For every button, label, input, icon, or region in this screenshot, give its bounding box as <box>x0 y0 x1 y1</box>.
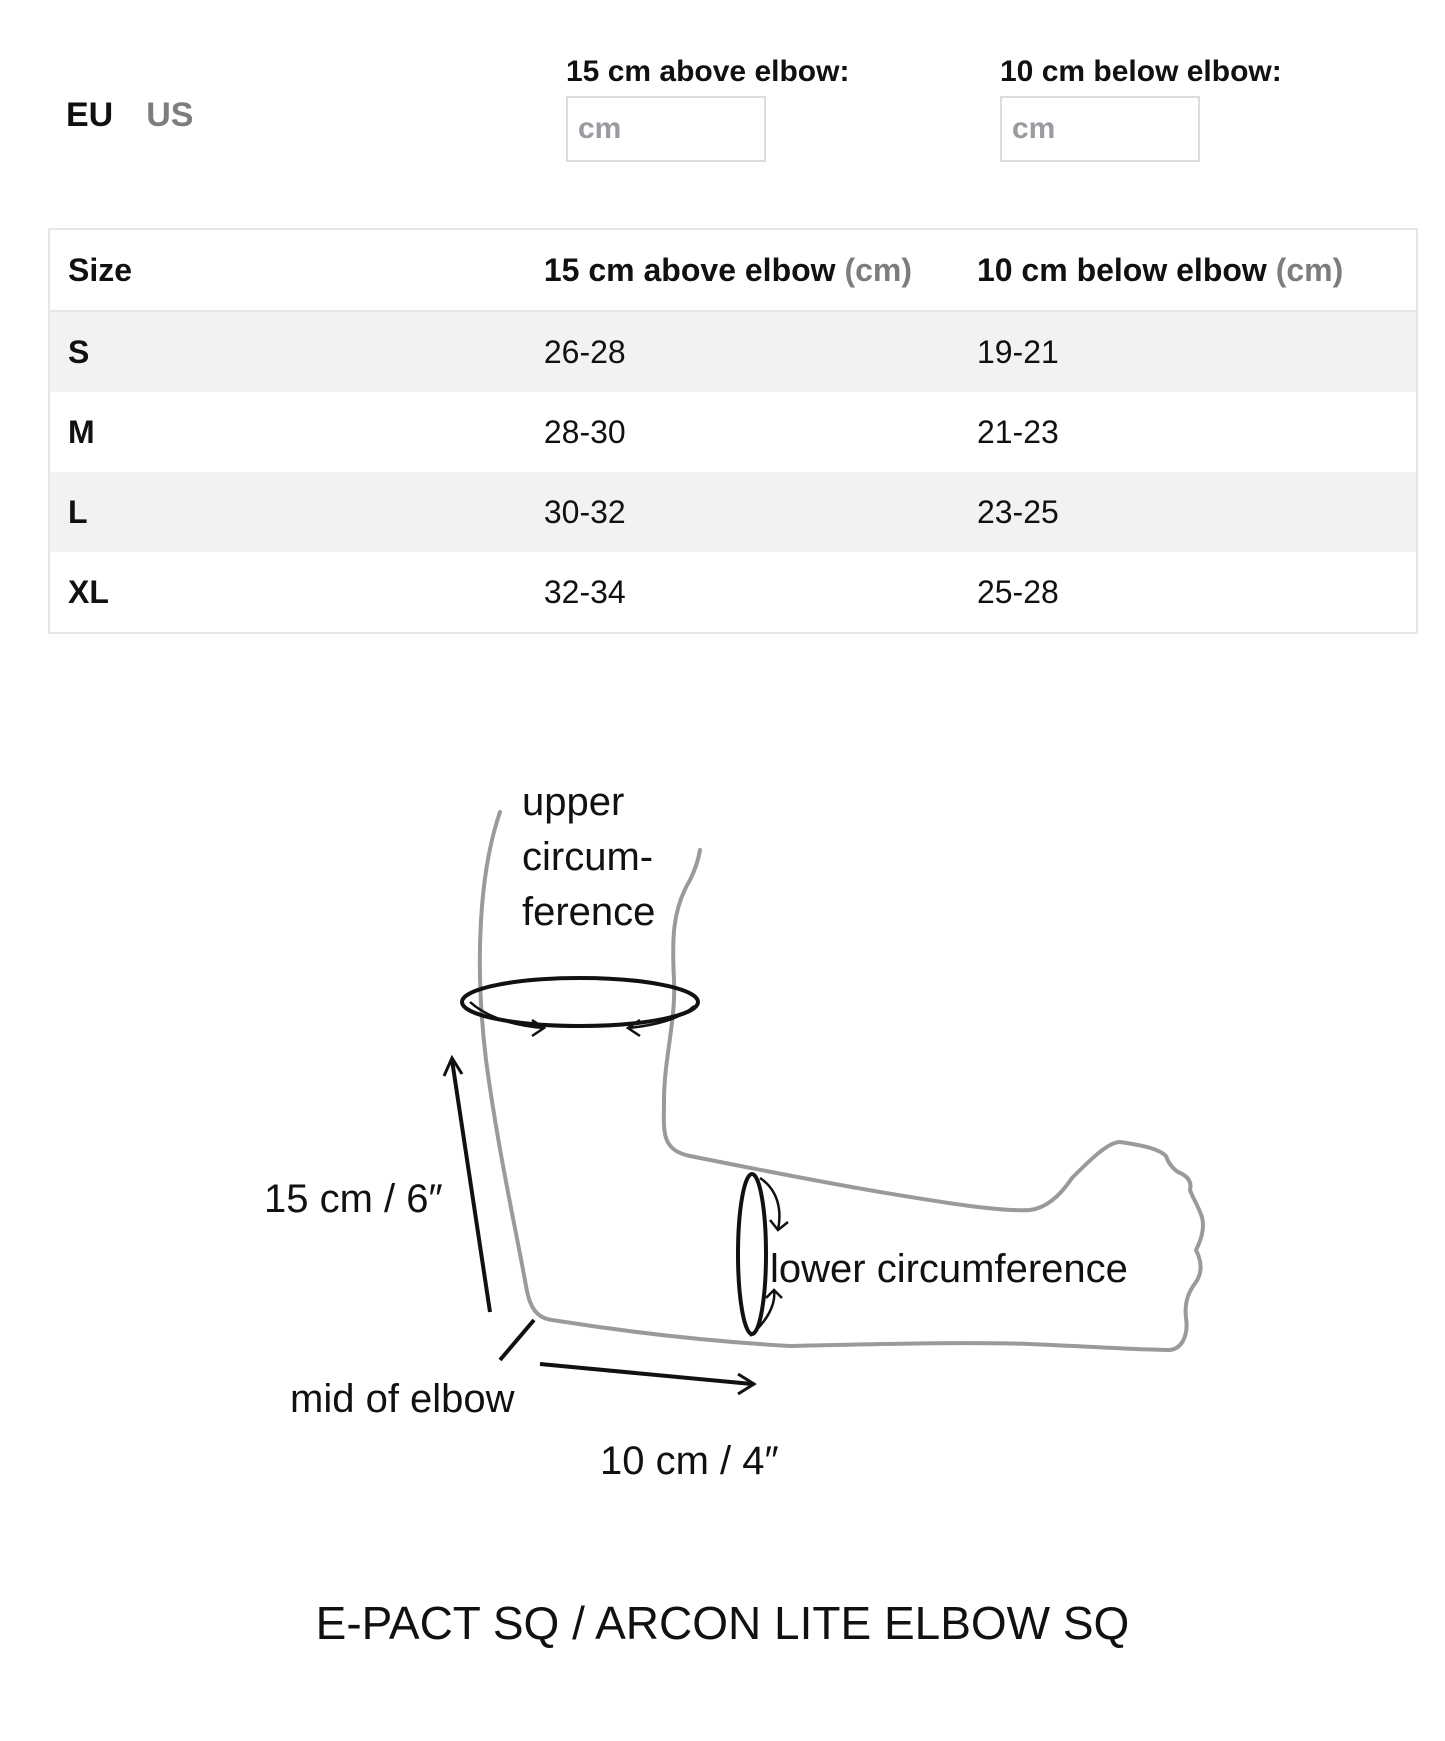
table-header-row <box>49 229 1417 311</box>
upper-label-line-1: upper <box>522 780 625 824</box>
above-distance-label: 15 cm / 6″ <box>264 1177 443 1221</box>
header-lower-unit: (cm) <box>1275 251 1344 288</box>
table-row <box>49 552 1417 633</box>
header-lower <box>977 229 1417 311</box>
header-size: Size <box>68 251 133 288</box>
row-lower: 25-28 <box>976 573 1059 610</box>
above-distance-arrow <box>452 1060 490 1312</box>
lower-measure-label: 10 cm below elbow: <box>1000 55 1282 88</box>
row-upper: 26-28 <box>543 333 626 370</box>
row-upper: 28-30 <box>543 413 626 450</box>
table-row <box>49 472 1417 552</box>
header-upper-text: 15 cm above elbow <box>543 251 836 288</box>
upper-label-line-2: circum- <box>522 835 654 879</box>
header-upper-unit: (cm) <box>844 251 912 288</box>
size-table <box>48 228 1418 634</box>
lower-circumference-ring <box>738 1174 766 1334</box>
header-lower-text: 10 cm below elbow <box>976 251 1267 288</box>
upper-measure-label: 15 cm above elbow: <box>566 55 850 88</box>
unit-toggle <box>66 96 193 135</box>
lower-measure-input[interactable] <box>1000 96 1200 162</box>
below-distance-label: 10 cm / 4″ <box>600 1439 779 1483</box>
row-size: S <box>68 333 90 370</box>
row-upper: 30-32 <box>543 493 626 530</box>
unit-eu-tab[interactable]: EU <box>66 96 114 134</box>
row-size: L <box>68 493 88 530</box>
table-row <box>49 392 1417 472</box>
row-upper: 32-34 <box>543 573 626 610</box>
row-lower: 19-21 <box>976 333 1059 370</box>
row-size: M <box>68 413 95 450</box>
row-size: XL <box>68 573 109 610</box>
mid-elbow-tick <box>500 1320 534 1360</box>
mid-elbow-label: mid of elbow <box>290 1377 515 1421</box>
product-title: E-PACT SQ / ARCON LITE ELBOW SQ <box>315 1597 1130 1649</box>
arm-measurement-diagram <box>0 760 1445 1560</box>
upper-label-line-3: ference <box>522 890 656 934</box>
upper-measure-input[interactable] <box>566 96 766 162</box>
lower-circumference-label: lower circumference <box>770 1247 1128 1291</box>
row-lower: 21-23 <box>976 413 1059 450</box>
header-upper <box>544 229 977 311</box>
unit-us-tab[interactable]: US <box>146 96 194 134</box>
below-distance-arrow <box>540 1364 752 1384</box>
table-row <box>49 311 1417 392</box>
row-lower: 23-25 <box>976 493 1059 530</box>
